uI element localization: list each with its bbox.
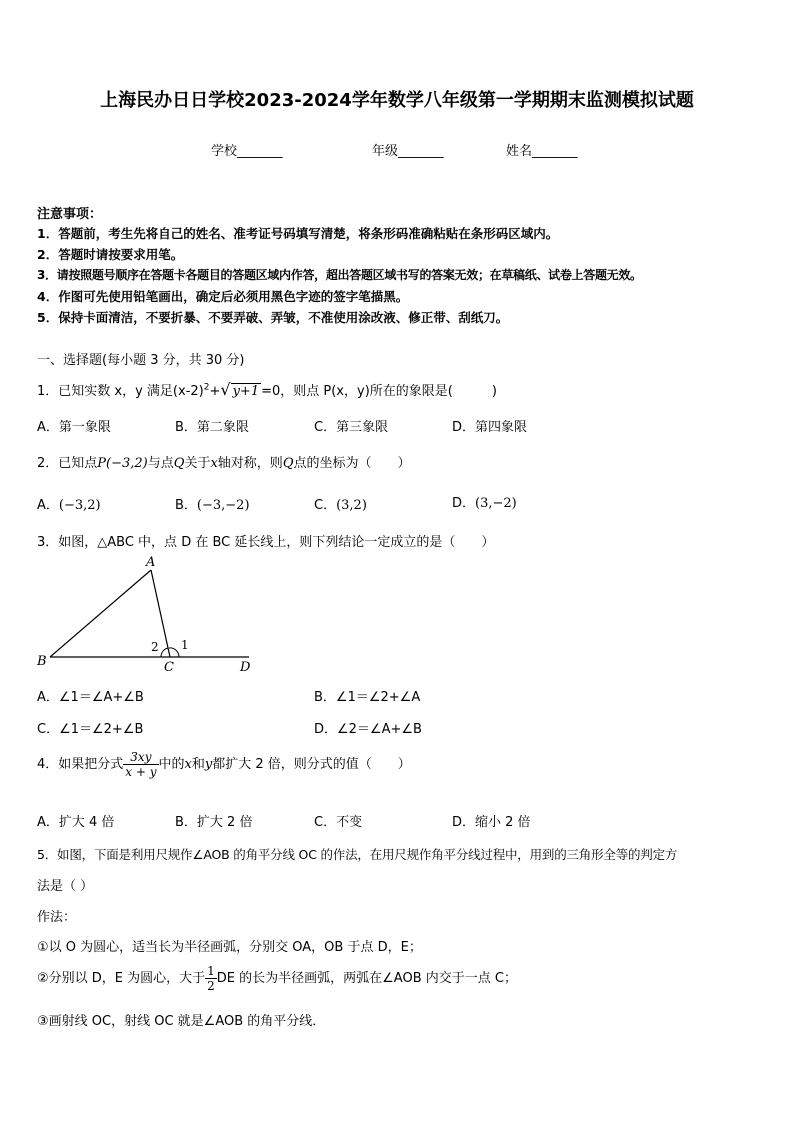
label-b: B <box>37 654 47 669</box>
q4-var-x: x <box>184 757 192 772</box>
section-heading: 一、选择题(每小题 3 分，共 30 分) <box>37 353 245 368</box>
step-text: 分别以 D，E 为圆心，大于 <box>48 971 206 986</box>
question-1 <box>37 380 497 399</box>
fraction-numerator: 1 <box>207 964 215 978</box>
fraction-numerator: 3xy <box>123 750 158 765</box>
grade-field: 年级_______ <box>372 144 444 159</box>
q4-var-y: y <box>204 757 213 772</box>
note-item: 3．请按照题号顺序在答题卡各题目的答题区域内作答，超出答题区域书写的答案无效；在草稿纸、试卷上答题无效。 <box>37 268 642 282</box>
q2-option-a <box>37 494 101 513</box>
name-field: 姓名_______ <box>506 144 578 159</box>
page-title: 上海民办日日学校2023-2024学年数学八年级第一学期期末监测模拟试题 <box>100 90 694 111</box>
label-angle-2: 2 <box>151 640 159 654</box>
sqrt-symbol: √ y+1 <box>220 380 260 399</box>
method-step-1 <box>37 936 422 955</box>
q3-option-a: A．∠1＝∠A+∠B <box>37 690 144 705</box>
q1-option-d: D．第四象限 <box>452 420 528 435</box>
method-heading: 作法： <box>37 910 77 925</box>
note-item: 1．答题前，考生先将自己的姓名、准考证号码填写清楚，将条形码准确粘贴在条形码区域内。 <box>37 226 559 241</box>
option-value: (3,−2) <box>475 496 517 511</box>
question-2 <box>37 452 411 471</box>
circled-3: ③ <box>37 1014 49 1029</box>
step-text: 以 O 为圆心，适当长为半径画弧，分别交 OA，OB 于点 D，E； <box>48 940 422 955</box>
q4-option-d: D．缩小 2 倍 <box>452 815 531 830</box>
q3-option-c: C．∠1＝∠2+∠B <box>37 722 144 737</box>
angle-2-arc <box>161 648 168 657</box>
angle-1-arc <box>169 648 179 657</box>
q4-option-a: A．扩大 4 倍 <box>37 815 115 830</box>
option-value: (−3,−2) <box>196 498 250 513</box>
q2-text: 点的坐标为（ ） <box>293 456 411 471</box>
q2-point-q: Q <box>173 456 185 471</box>
step-text: 画射线 OC，射线 OC 就是∠AOB 的角平分线． <box>48 1014 326 1029</box>
q1-text-pre: 1．已知实数 x，y 满足(x-2) <box>37 384 204 399</box>
q2-point-q: Q <box>282 456 294 471</box>
q2-point-p: P(−3,2) <box>97 456 148 471</box>
circled-1: ① <box>37 940 49 955</box>
question-4 <box>37 750 411 779</box>
half-fraction <box>205 964 217 993</box>
notes-heading: 注意事项： <box>37 207 103 222</box>
triangle-figure <box>30 552 270 677</box>
option-label: C． <box>314 498 337 513</box>
q4-option-b: B．扩大 2 倍 <box>175 815 253 830</box>
q2-option-d <box>452 492 517 511</box>
question-5-line-1: 5．如图，下面是利用尺规作∠AOB 的角平分线 OC 的作法，在用尺规作角平分线过程中，用到的三角形全等的判定方 <box>37 847 678 862</box>
q1-option-c: C．第三象限 <box>314 420 389 435</box>
q4-text: 中的 <box>158 757 185 772</box>
q2-axis-x: x <box>210 456 218 471</box>
label-a: A <box>146 555 156 570</box>
q1-option-a: A．第一象限 <box>37 420 111 435</box>
fraction-denominator: x + y <box>125 765 157 779</box>
option-label: B． <box>175 498 197 513</box>
q3-option-d: D．∠2＝∠A+∠B <box>314 722 422 737</box>
note-item: 4．作图可先使用铅笔画出，确定后必须用黑色字迹的签字笔描黑。 <box>37 289 409 304</box>
q4-text: 和 <box>191 757 205 772</box>
option-value: (−3,2) <box>58 498 101 513</box>
q1-text-post: =0，则点 P(x，y)所在的象限是( ) <box>261 384 497 399</box>
q1-exponent: 2 <box>203 382 210 393</box>
q1-plus: + <box>209 384 221 399</box>
option-value: (3,2) <box>336 498 367 513</box>
note-item: 2．答题时请按要求用笔。 <box>37 247 184 262</box>
note-item: 5．保持卡面清洁，不要折暴、不要弄破、弄皱，不准使用涂改液、修正带、刮纸刀。 <box>37 310 509 325</box>
q1-option-b: B．第二象限 <box>175 420 249 435</box>
q4-text: 4．如果把分式 <box>37 757 124 772</box>
option-label: D． <box>452 496 476 511</box>
school-field: 学校_______ <box>211 144 283 159</box>
circled-2: ② <box>37 971 49 986</box>
q2-option-b <box>175 494 250 513</box>
label-angle-1: 1 <box>181 638 189 652</box>
step-text: DE 的长为半径画弧，两弧在∠AOB 内交于一点 C； <box>216 971 517 986</box>
line-ba <box>50 570 151 657</box>
q4-text: 都扩大 2 倍，则分式的值（ ） <box>212 757 411 772</box>
q4-fraction <box>123 750 158 779</box>
q3-option-b: B．∠1＝∠2+∠A <box>314 690 421 705</box>
q2-option-c <box>314 494 367 513</box>
fraction-denominator: 2 <box>207 979 215 993</box>
label-d: D <box>240 660 251 675</box>
method-step-3 <box>37 1010 325 1029</box>
q1-radicand: y+1 <box>232 384 260 399</box>
question-3: 3．如图，△ABC 中，点 D 在 BC 延长线上，则下列结论一定成立的是（ ） <box>37 535 495 550</box>
question-5-line-2: 法是（ ） <box>37 879 94 894</box>
q4-option-c: C．不变 <box>314 815 363 830</box>
q2-text: 与点 <box>147 456 174 471</box>
method-step-2 <box>37 964 517 993</box>
option-label: A． <box>37 498 59 513</box>
q2-text: 2．已知点 <box>37 456 98 471</box>
q2-text: 轴对称，则 <box>217 456 283 471</box>
q2-text: 关于 <box>184 456 211 471</box>
label-c: C <box>164 660 174 675</box>
